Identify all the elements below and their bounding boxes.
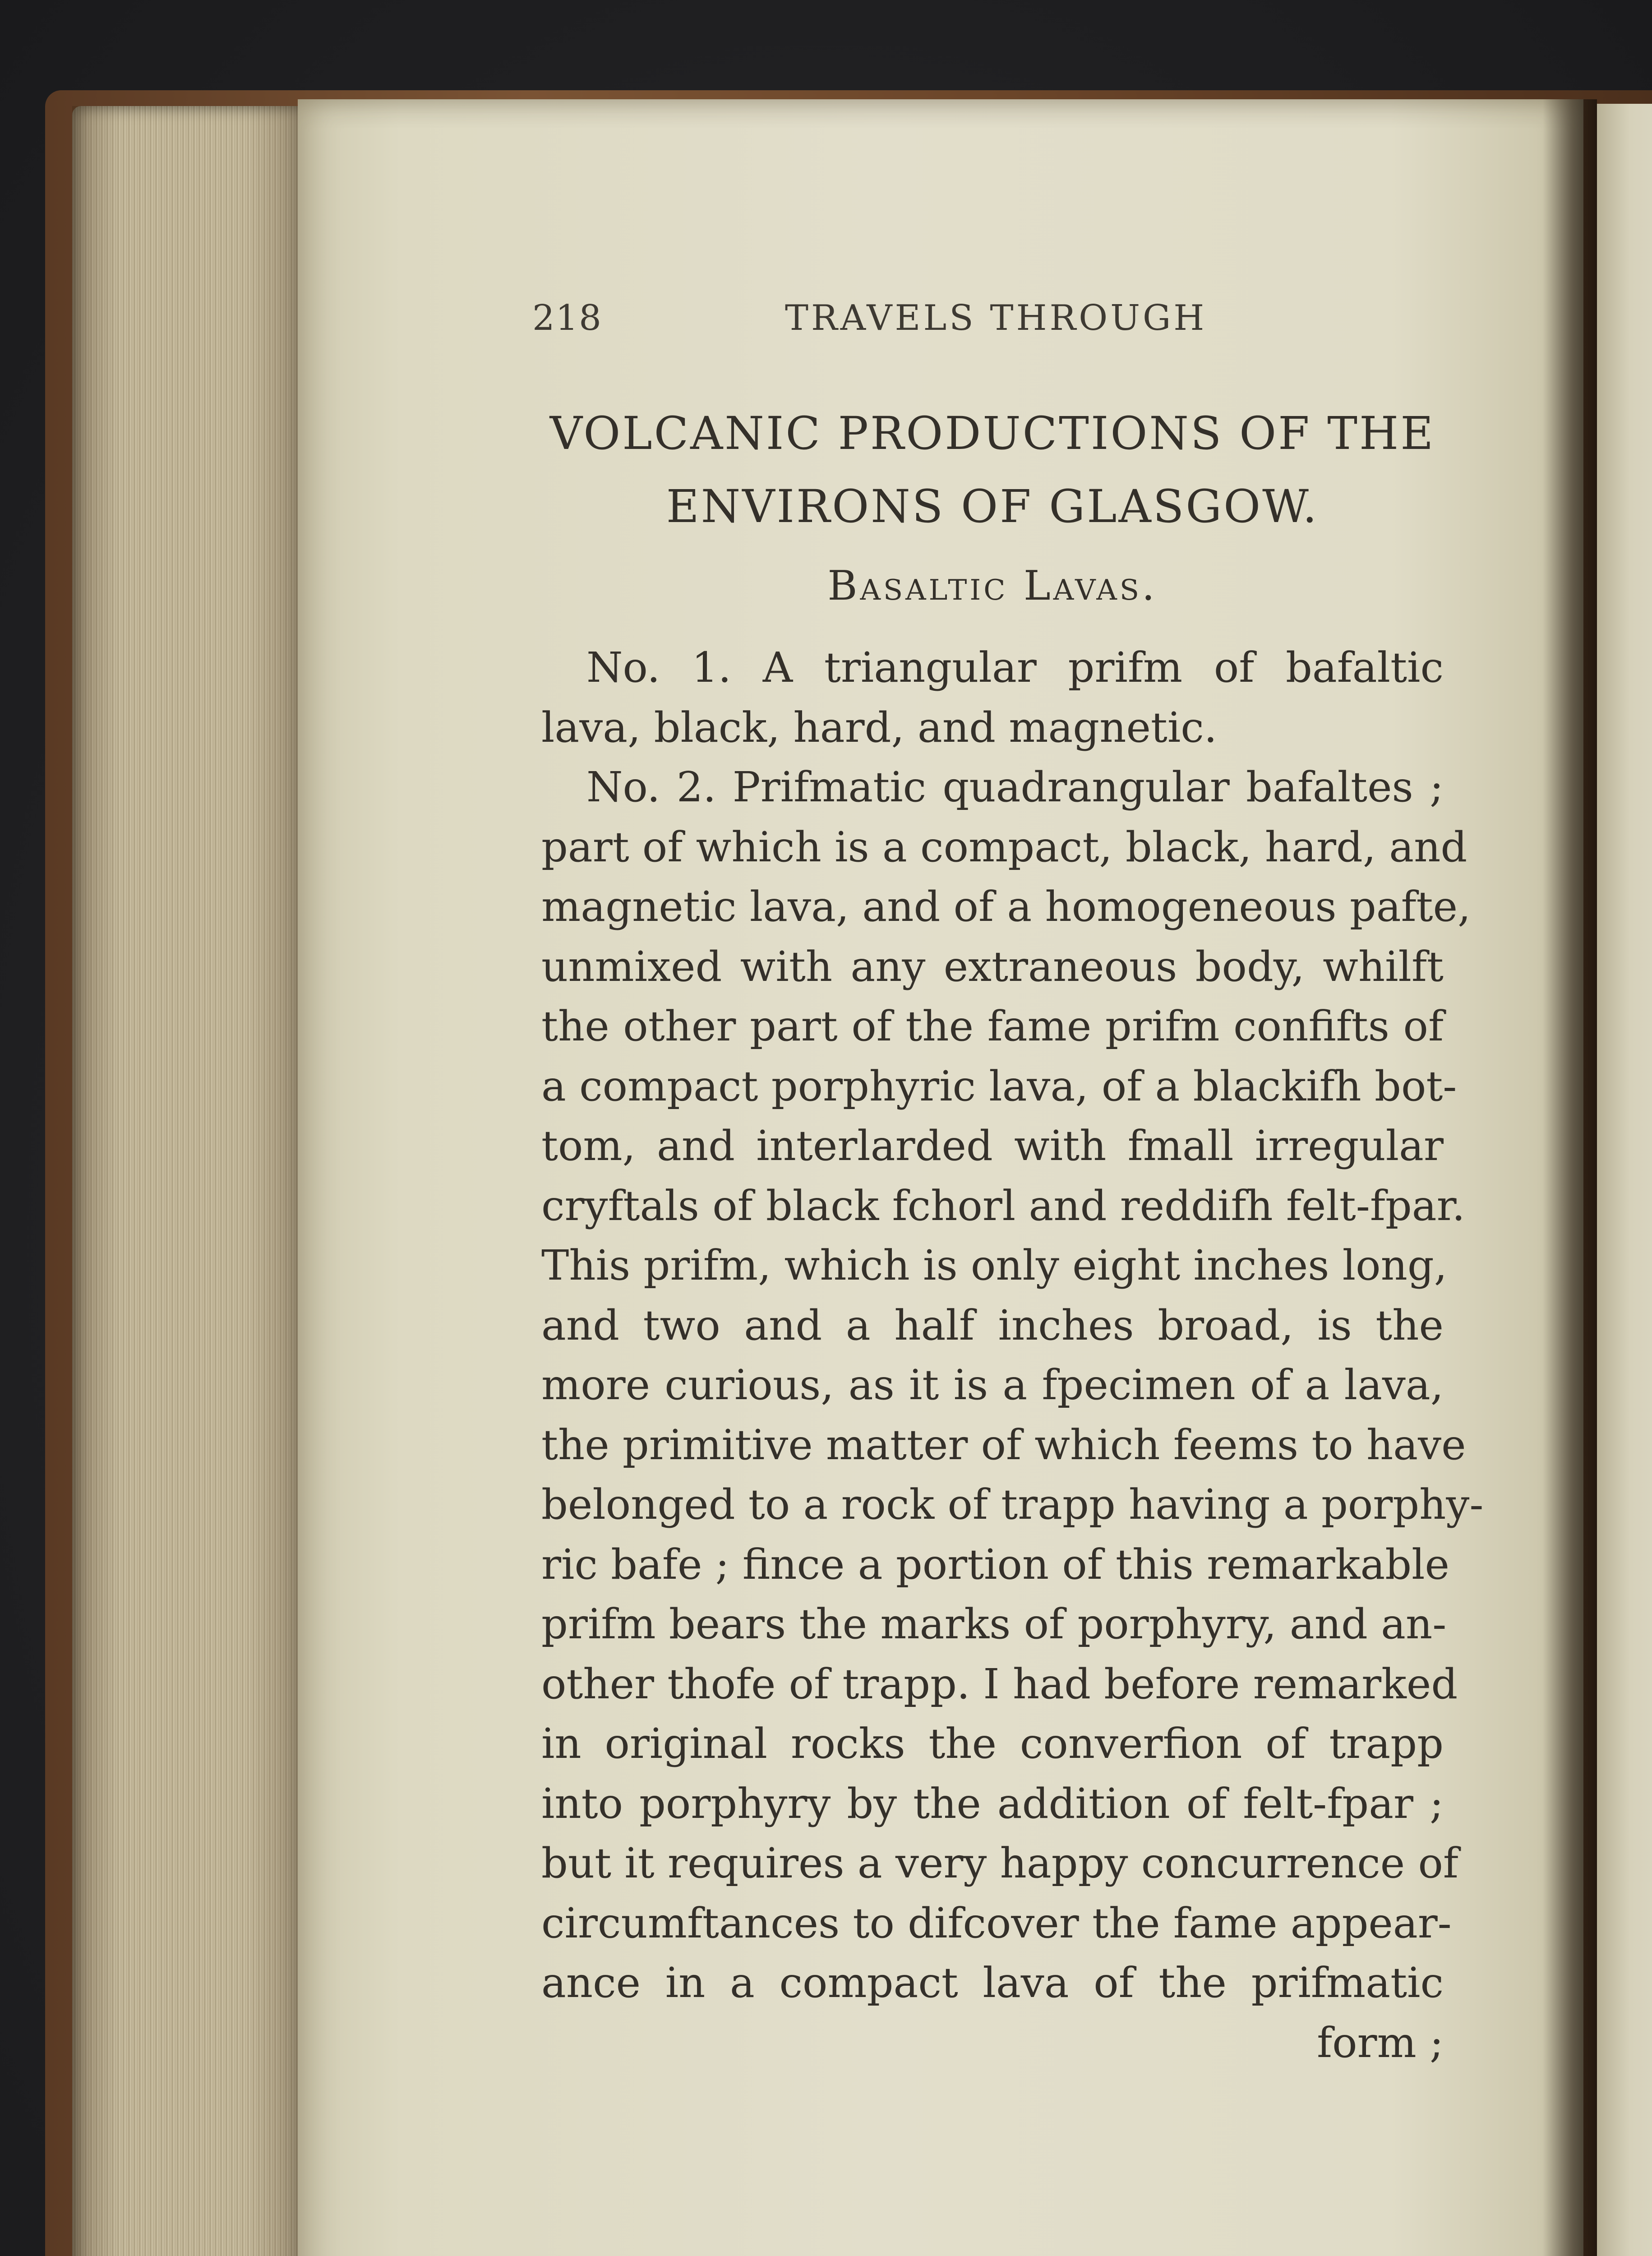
text-line: tom, and interlarded with fmall irregular bbox=[541, 1122, 1444, 1170]
running-head bbox=[532, 293, 1218, 343]
chapter-title-line-1: VOLCANIC PRODUCTIONS OF THE bbox=[549, 407, 1435, 460]
gutter-shadow bbox=[1543, 99, 1597, 2256]
text-line: part of which is a compact, black, hard, and bbox=[541, 823, 1467, 871]
text-line: No. 1. A triangular prifm of bafaltic bbox=[586, 643, 1444, 692]
text-line: the other part of the fame prifm confifts of bbox=[541, 1002, 1444, 1050]
paragraph-2 bbox=[541, 758, 1484, 2013]
page-edges bbox=[72, 106, 307, 2256]
paragraph-1 bbox=[541, 638, 1444, 758]
catchword: form ; bbox=[1317, 2018, 1444, 2067]
text-line: lava, black, hard, and magnetic. bbox=[541, 703, 1218, 752]
text-line: other thofe of trapp. I had before remarked bbox=[541, 1660, 1458, 1708]
text-line: in original rocks the converfion of trapp bbox=[541, 1720, 1444, 1768]
text-line: but it requires a very happy concurrence of bbox=[541, 1839, 1458, 1887]
text-line: ance in a compact lava of the prifmatic bbox=[541, 1959, 1444, 2007]
text-line: This prifm, which is only eight inches long, bbox=[541, 1241, 1447, 1290]
text-line: No. 2. Prifmatic quadrangular bafaltes ; bbox=[586, 763, 1444, 811]
text-line: magnetic lava, and of a homogeneous pafte, bbox=[541, 883, 1471, 931]
text-line: ric bafe ; fince a portion of this remarkable bbox=[541, 1540, 1449, 1589]
text-line: circumftances to difcover the fame appear- bbox=[541, 1899, 1452, 1947]
section-subtitle: Basaltic Lavas. bbox=[827, 562, 1158, 610]
page-number: 218 bbox=[532, 298, 602, 338]
text-block bbox=[541, 397, 1484, 2073]
running-title: TRAVELS THROUGH bbox=[785, 298, 1207, 338]
text-line: prifm bears the marks of porphyry, and an- bbox=[541, 1600, 1447, 1648]
text-line: belonged to a rock of trapp having a porphy- bbox=[541, 1480, 1484, 1529]
text-line: unmixed with any extraneous body, whilft bbox=[541, 942, 1444, 991]
text-line: into porphyry by the addition of felt-fpar ; bbox=[541, 1779, 1444, 1828]
text-line: more curious, as it is a fpecimen of a lava, bbox=[541, 1361, 1444, 1409]
text-line: cryftals of black fchorl and reddifh felt-fpar. bbox=[541, 1181, 1465, 1230]
text-line: and two and a half inches broad, is the bbox=[541, 1301, 1444, 1350]
text-line: a compact porphyric lava, of a blackifh bot- bbox=[541, 1062, 1457, 1110]
text-line: the primitive matter of which feems to have bbox=[541, 1420, 1466, 1469]
chapter-title-line-2: ENVIRONS OF GLASGOW. bbox=[666, 480, 1319, 533]
facing-page-edge bbox=[1597, 104, 1652, 2256]
